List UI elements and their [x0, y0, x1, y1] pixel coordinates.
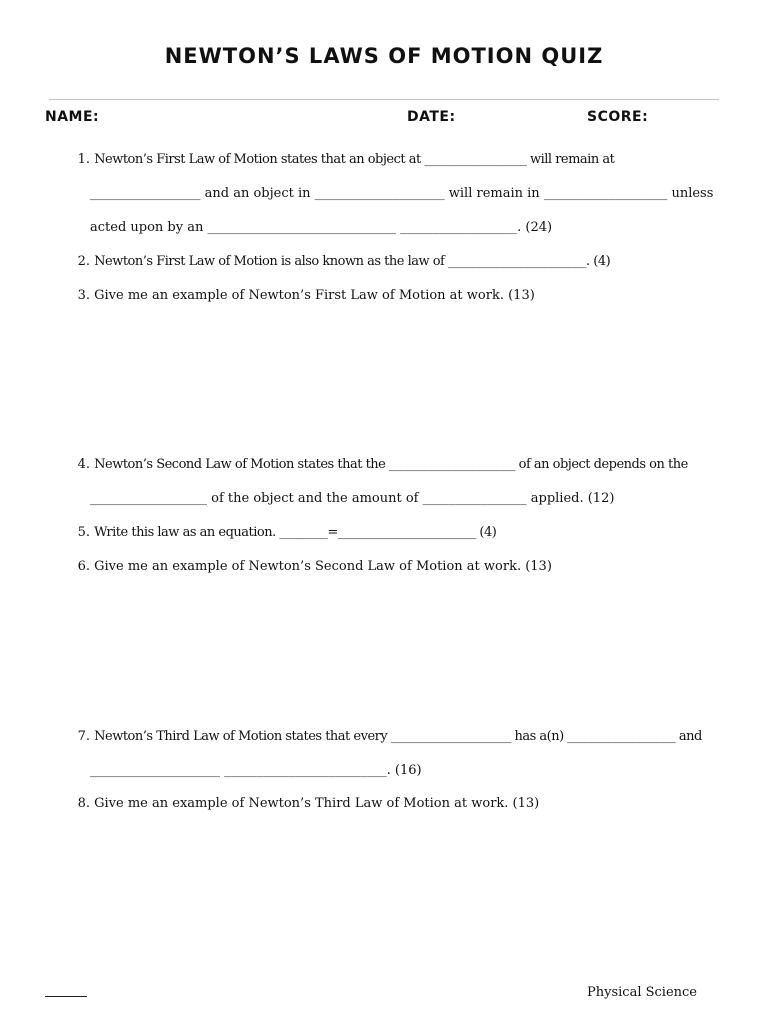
question-5: [62, 525, 712, 541]
question-7: [62, 729, 712, 745]
question-4-line-2: __________________ of the object and the amount of ________________ applied. (12): [90, 491, 615, 506]
question-number: 3.: [77, 288, 90, 303]
title-divider: [49, 99, 719, 100]
question-1: [62, 152, 712, 168]
question-number: 5.: [77, 525, 90, 540]
question-7-line-2: ____________________ _________________________. (16): [90, 763, 422, 778]
question-3: [62, 288, 712, 304]
footer-subject: Physical Science: [587, 985, 697, 1000]
question-text: Give me an example of Newton’s Second Law of Motion at work. (13): [94, 559, 552, 574]
question-6: [62, 559, 712, 575]
question-1-line-3: acted upon by an _____________________________ __________________. (24): [90, 220, 553, 235]
question-4: [62, 457, 712, 473]
question-2: [62, 254, 712, 270]
question-number: 7.: [77, 729, 90, 744]
question-text: Newton’s Second Law of Motion states that the _____________________ of an object depends on the: [94, 457, 688, 472]
question-text: Newton’s First Law of Motion is also known as the law of _______________________. (4): [94, 254, 611, 269]
question-number: 4.: [77, 457, 90, 472]
score-label: SCORE:: [587, 109, 649, 125]
question-text: Newton’s First Law of Motion states that an object at _________________ will remain at: [94, 152, 615, 167]
question-8: [62, 796, 712, 812]
question-number: 2.: [77, 254, 90, 269]
name-label: NAME:: [45, 109, 100, 125]
date-label: DATE:: [407, 109, 456, 125]
question-text: Give me an example of Newton’s Third Law of Motion at work. (13): [94, 796, 540, 811]
footer-blank-line: [45, 996, 87, 997]
question-number: 1.: [77, 152, 90, 167]
question-number: 8.: [77, 796, 90, 811]
question-text: Give me an example of Newton’s First Law of Motion at work. (13): [94, 288, 535, 303]
question-text: Newton’s Third Law of Motion states that every ____________________ has a(n) __________________ and: [94, 729, 702, 744]
question-1-line-2: _________________ and an object in ____________________ will remain in ___________________ unless: [90, 186, 714, 201]
question-text: Write this law as an equation. ________=_______________________ (4): [94, 525, 497, 540]
question-number: 6.: [77, 559, 90, 574]
quiz-title: NEWTON’S LAWS OF MOTION QUIZ: [164, 44, 604, 68]
